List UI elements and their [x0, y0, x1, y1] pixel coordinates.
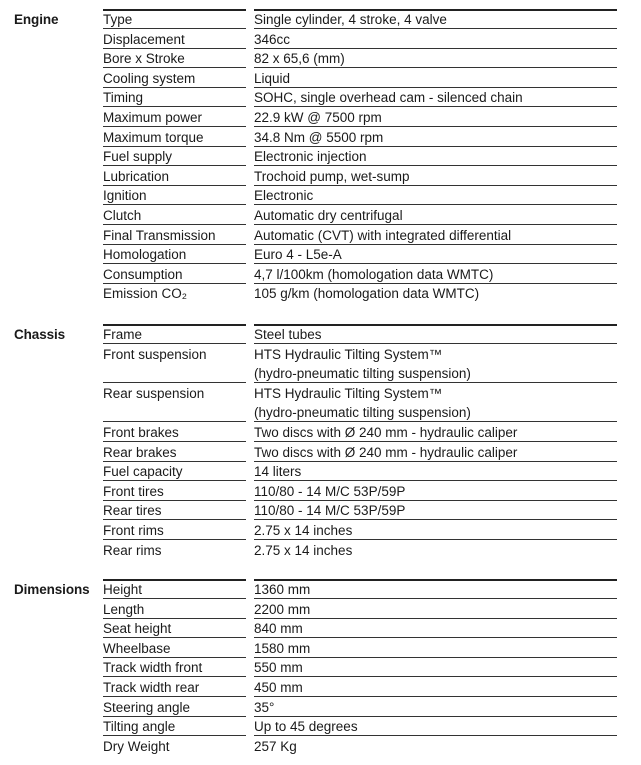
spec-row — [0, 618, 641, 638]
spec-value: 105 g/km (homologation data WMTC) — [254, 286, 480, 302]
spec-label: Cooling system — [103, 70, 196, 86]
spec-value: Electronic injection — [254, 149, 367, 165]
spec-label: Front suspension — [103, 346, 207, 362]
spec-label: Frame — [103, 327, 143, 342]
spec-row — [0, 127, 641, 147]
spec-value: 22.9 kW @ 7500 rpm — [254, 110, 382, 125]
spec-label: Front brakes — [103, 425, 179, 440]
spec-value: Steel tubes — [254, 327, 322, 342]
spec-row — [0, 146, 641, 166]
spec-row — [0, 422, 641, 442]
spec-row — [0, 107, 641, 127]
spec-value: 450 mm — [254, 680, 303, 695]
spec-row — [0, 442, 641, 462]
spec-row — [0, 736, 641, 756]
spec-value: 2200 mm — [254, 601, 311, 617]
section-title: Chassis — [14, 327, 66, 342]
spec-label: Fuel capacity — [103, 464, 183, 480]
spec-row — [0, 520, 641, 540]
spec-label: Wheelbase — [103, 640, 171, 656]
spec-row — [0, 657, 641, 677]
spec-label: Track width rear — [103, 680, 200, 695]
spec-row — [0, 166, 641, 186]
spec-row — [0, 344, 641, 383]
spec-row — [0, 87, 641, 107]
spec-label: Rear rims — [103, 542, 162, 558]
spec-row — [0, 579, 641, 599]
spec-value: 82 x 65,6 (mm) — [254, 51, 345, 67]
spec-label: Clutch — [103, 208, 142, 223]
spec-label: Bore x Stroke — [103, 51, 185, 67]
spec-label: Steering angle — [103, 699, 191, 715]
spec-value: 550 mm — [254, 660, 303, 676]
spec-value: Trochoid pump, wet-sump — [254, 168, 410, 184]
spec-label: Track width front — [103, 660, 203, 676]
spec-value: Two discs with Ø 240 mm - hydraulic caliper — [254, 444, 518, 460]
spec-row — [0, 716, 641, 736]
spec-value: 14 liters — [254, 464, 302, 480]
spec-label: Rear suspension — [103, 385, 205, 401]
spec-label: Fuel supply — [103, 149, 173, 165]
spec-label: Timing — [103, 90, 144, 106]
spec-label: Height — [103, 582, 143, 597]
spec-row — [0, 225, 641, 245]
spec-value: 4,7 l/100km (homologation data WMTC) — [254, 266, 494, 282]
spec-value: Up to 45 degrees — [254, 719, 358, 735]
spec-value: Single cylinder, 4 stroke, 4 valve — [254, 12, 447, 27]
spec-label: Type — [103, 12, 133, 27]
spec-row — [0, 185, 641, 205]
spec-value: 34.8 Nm @ 5500 rpm — [254, 129, 384, 145]
section-title: Dimensions — [14, 582, 90, 597]
spec-label: Rear tires — [103, 503, 162, 519]
spec-label: Dry Weight — [103, 738, 170, 754]
spec-value: 2.75 x 14 inches — [254, 523, 353, 538]
spec-row — [0, 697, 641, 717]
spec-row — [0, 599, 641, 619]
spec-label: Length — [103, 601, 145, 617]
spec-row — [0, 677, 641, 697]
spec-label: Tilting angle — [103, 719, 176, 735]
section-title: Engine — [14, 12, 59, 27]
spec-label: Displacement — [103, 31, 185, 47]
spec-label: Homologation — [103, 247, 187, 263]
spec-value: 346cc — [254, 31, 291, 47]
spec-value: HTS Hydraulic Tilting System™ — [254, 385, 443, 401]
spec-row — [0, 48, 641, 68]
spec-value: 1580 mm — [254, 640, 311, 656]
spec-row — [0, 29, 641, 49]
spec-row — [0, 205, 641, 225]
spec-value: 1360 mm — [254, 582, 311, 597]
spec-value: 2.75 x 14 inches — [254, 542, 353, 558]
spec-row — [0, 68, 641, 88]
spec-row — [0, 540, 641, 560]
spec-label: Final Transmission — [103, 227, 216, 243]
spec-value: HTS Hydraulic Tilting System™ — [254, 346, 443, 362]
spec-row — [0, 638, 641, 658]
spec-value: 257 Kg — [254, 738, 297, 754]
spec-row — [0, 9, 641, 29]
spec-label: Ignition — [103, 188, 147, 204]
spec-value: Electronic — [254, 188, 314, 204]
spec-label: Front tires — [103, 483, 164, 499]
spec-row — [0, 264, 641, 284]
spec-value: 35° — [254, 699, 275, 715]
spec-value-continued: (hydro-pneumatic tilting suspension) — [254, 366, 471, 382]
spec-value: 110/80 - 14 M/C 53P/59P — [254, 503, 406, 519]
spec-label: Maximum torque — [103, 129, 204, 145]
spec-value-continued: (hydro-pneumatic tilting suspension) — [254, 405, 471, 421]
spec-row — [0, 461, 641, 481]
spec-row — [0, 283, 641, 303]
spec-row — [0, 324, 641, 344]
spec-value: Automatic dry centrifugal — [254, 208, 403, 223]
spec-label: Lubrication — [103, 168, 170, 184]
spec-value: Euro 4 - L5e-A — [254, 247, 342, 263]
spec-label: Consumption — [103, 266, 183, 282]
spec-value: SOHC, single overhead cam - silenced chain — [254, 90, 523, 106]
spec-label: Seat height — [103, 621, 172, 637]
spec-row — [0, 500, 641, 520]
spec-value: 840 mm — [254, 621, 303, 637]
spec-row — [0, 244, 641, 264]
spec-value: Liquid — [254, 70, 291, 86]
spec-value: Automatic (CVT) with integrated differential — [254, 227, 512, 243]
spec-value: Two discs with Ø 240 mm - hydraulic caliper — [254, 425, 518, 440]
spec-value: 110/80 - 14 M/C 53P/59P — [254, 483, 406, 499]
spec-row — [0, 383, 641, 422]
spec-label: Maximum power — [103, 110, 203, 125]
spec-label: Emission CO₂ — [103, 286, 188, 302]
spec-label: Front rims — [103, 523, 164, 538]
spec-row — [0, 481, 641, 501]
spec-label: Rear brakes — [103, 444, 177, 460]
